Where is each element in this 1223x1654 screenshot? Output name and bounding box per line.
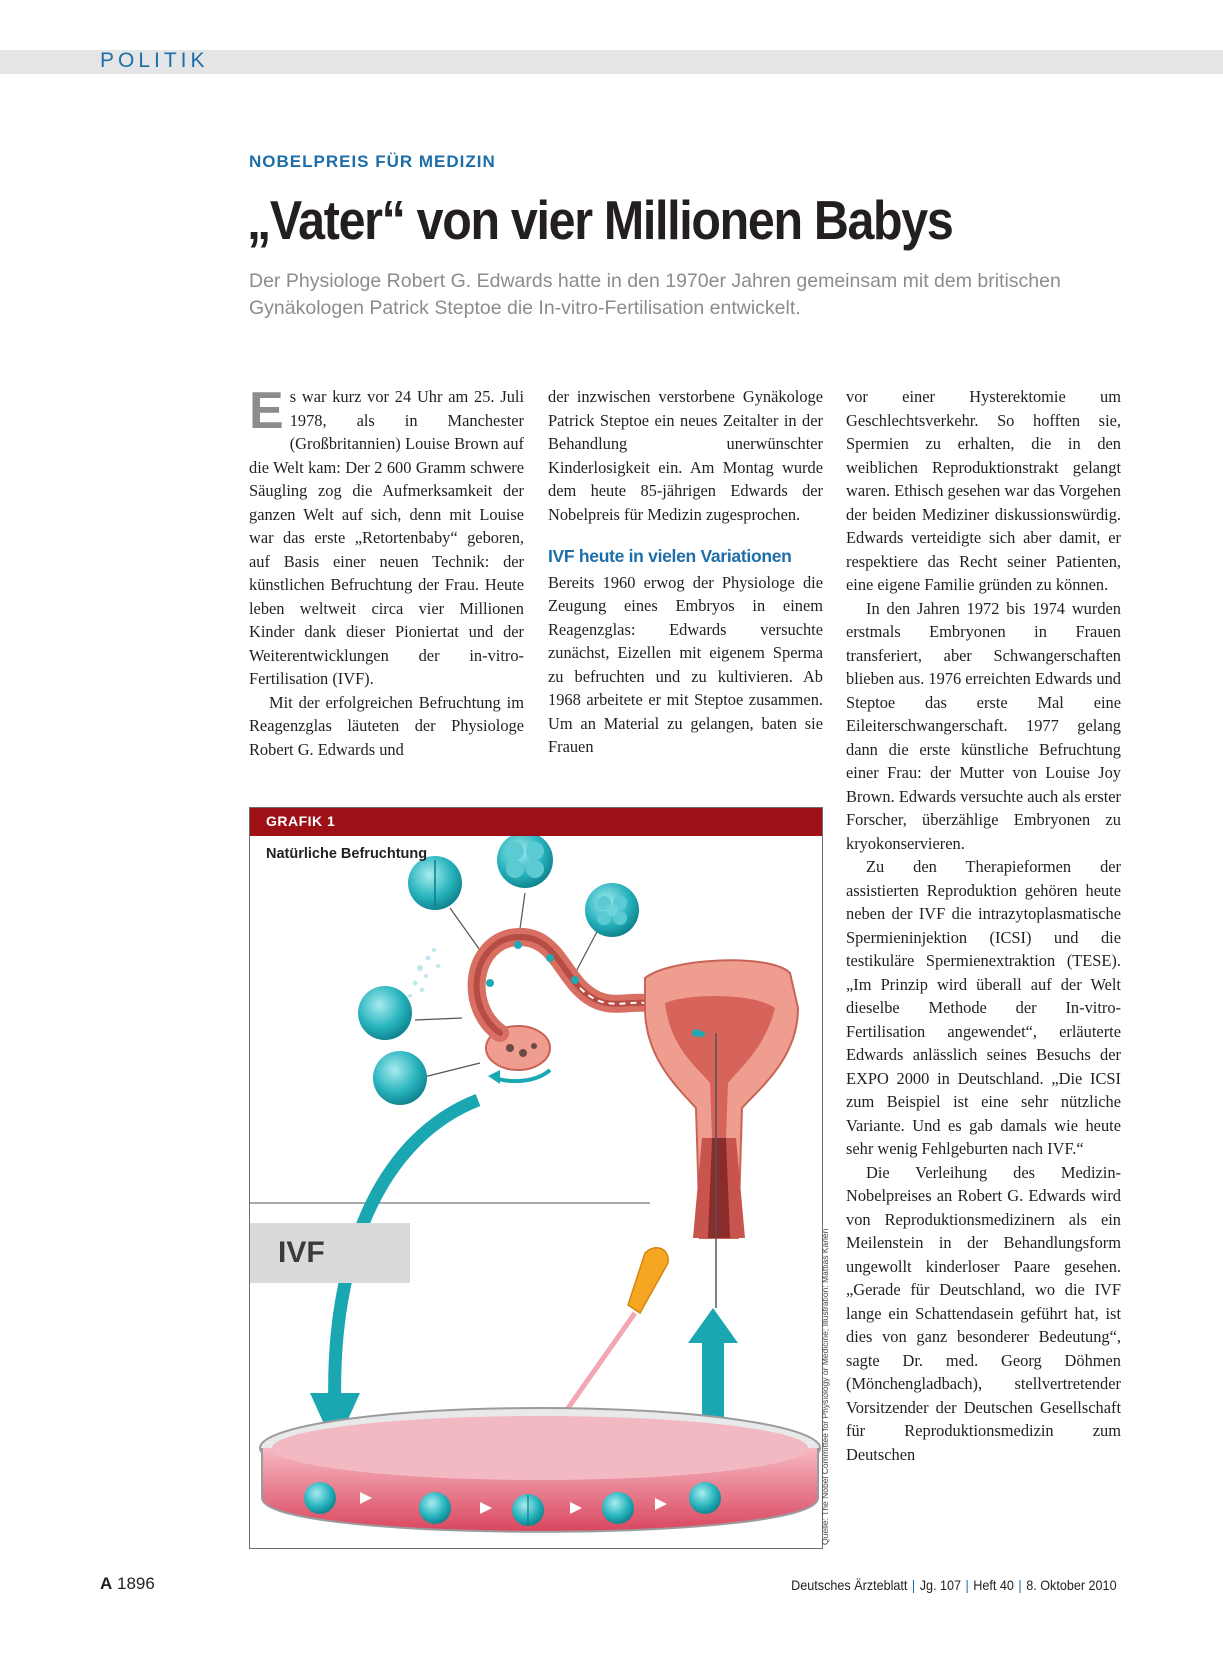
drop-cap: E bbox=[249, 382, 284, 440]
paragraph: Zu den Therapieformen der assistierten Reproduktion gehören heute neben der IVF die intrazytoplasmatische Spermieninjektion (ICSI) und die testikuläre Spermienextraktion (TESE). „Im Prinzip wird überall auf der Welt dieselbe Methode der In-vitro-Fertilisation angewendet“, erläuterte Edwards anlässlich seines Besuchs der EXPO 2000 in Deutschland. „Die ICSI zum Beispiel ist eine sehr nützliche Variante. Und es gab damals wie heute sehr wenig Fehlgeburten nach IVF.“ bbox=[846, 857, 1121, 1158]
folio-prefix: A bbox=[100, 1574, 113, 1593]
journal-volume: Jg. 107 bbox=[920, 1577, 962, 1593]
page-number: 1896 bbox=[117, 1574, 155, 1593]
column-2 bbox=[548, 385, 823, 759]
paragraph: Die Verleihung des Medizin-Nobelpreises an Robert G. Edwards wird von Reproduktionsmedizinern als ein Meilenstein in der Behandlungsform ungewollt kinderloser Paare gesehen. „Gerade für Deutschland, wo die IVF lange ein Schattendasein geführt hat, ist dies von ganz besonderer Bedeutung“, sagte Dr. med. Georg Döhmen (Mönchengladbach), stellvertretender Vorsitzender der Deutschen Gesellschaft für Reproduktionsmedizin zum Deutschen bbox=[846, 1162, 1121, 1464]
ivf-label: IVF bbox=[278, 1236, 325, 1269]
figure-tag bbox=[250, 808, 822, 836]
egg-cell-top-left bbox=[408, 856, 462, 910]
article-headline: „Vater“ von vier Millionen Babys bbox=[247, 189, 953, 251]
paragraph: Bereits 1960 erwog der Physiologe die Zeugung eines Embryos in einem Reagenzglas: Edwards versuchte zunächst, Eizellen mit eigenem Sperma zu befruchten und zu kultivieren. Ab 1968 arbeitete er mit Steptoe zusammen. Um an Material zu gelangen, baten sie Frauen bbox=[548, 572, 823, 756]
separator: | bbox=[912, 1577, 916, 1593]
article-dek: Der Physiologe Robert G. Edwards hatte in den 1970er Jahren gemeinsam mit dem britischen Gynäkologen Patrick Steptoe die In-vitro-Fertilisation entwickelt. bbox=[249, 270, 1061, 319]
separator: | bbox=[1018, 1577, 1023, 1593]
paragraph: vor einer Hysterektomie um Geschlechtsverkehr. So hofften sie, Spermien zu erhalten, die in den weiblichen Reproduktionstrakt gelangt waren. Ethisch gesehen war das Vorgehen der beiden Mediziner diskussionswürdig. Edwards verteidigte sich aber damit, er respektiere das Recht seiner Patienten, eine eigene Familie gründen zu können. bbox=[846, 387, 1121, 594]
paragraph: der inzwischen verstorbene Gynäkologe Patrick Steptoe ein neues Zeitalter in der Behandlung unerwünschter Kinderlosigkeit ein. Am Montag wurde dem heute 85-jährigen Edwards der Nobelpreis für Medizin zugesprochen. bbox=[548, 387, 823, 524]
paragraph: In den Jahren 1972 bis 1974 wurden erstmals Embryonen in Frauen transferiert, aber Schwangerschaften blieben aus. 1976 erreichten Edwards und Steptoe das erste Mal eine Eileiterschwangerschaft. 1977 gelang dann die erste künstliche Befruchtung einer Frau: der Mutter von Louise Joy Brown. Edwards versuchte auch als erster Forscher, überzählige Embryonen zu kryokonservieren. bbox=[846, 598, 1121, 853]
section-label: POLITIK bbox=[100, 49, 209, 72]
paragraph bbox=[249, 382, 524, 691]
column-3 bbox=[846, 385, 1121, 1466]
ivf-illustration bbox=[250, 808, 822, 1548]
figure-tag-label: GRAFIK 1 bbox=[266, 813, 336, 829]
journal-issue: Heft 40 bbox=[973, 1577, 1015, 1593]
figure-credit: Quelle: The Nobel Committee for Physiology or Medicine; Illustration: Mattias Karlén bbox=[820, 1228, 830, 1545]
journal-footer bbox=[792, 1577, 1117, 1593]
journal-name: Deutsches Ärzteblatt bbox=[791, 1577, 908, 1593]
figure-ivf-illustration bbox=[249, 807, 823, 1549]
journal-date: 8. Oktober 2010 bbox=[1026, 1577, 1117, 1593]
column-1 bbox=[249, 382, 524, 761]
paragraph-text: s war kurz vor 24 Uhr am 25. Juli 1978, als in Manchester (Großbritannien) Louise Brown auf die Welt kam: Der 2 600 Gramm schwere Säugling zog die Aufmerksamkeit der ganzen Welt auf sich, denn mit Louise war das erste „Retortenbaby“ geboren, auf Basis einer neuen Technik: der künstlichen Befruchtung der Frau. Heute leben weltweit circa vier Millionen Kinder dank dieser Pioniertat und der Weiterentwicklungen der in-vitro-Fertilisation (IVF). bbox=[249, 387, 524, 688]
page-folio bbox=[100, 1574, 155, 1594]
section-subhead: IVF heute in vielen Variationen bbox=[548, 546, 792, 566]
separator: | bbox=[965, 1577, 970, 1593]
paragraph: Mit der erfolgreichen Befruchtung im Reagenzglas läuteten der Physiologe Robert G. Edwards und bbox=[249, 692, 524, 759]
figure-title: Natürliche Befruchtung bbox=[266, 846, 428, 862]
ivf-label-box bbox=[250, 1223, 410, 1283]
article-kicker: NOBELPREIS FÜR MEDIZIN bbox=[249, 152, 496, 171]
